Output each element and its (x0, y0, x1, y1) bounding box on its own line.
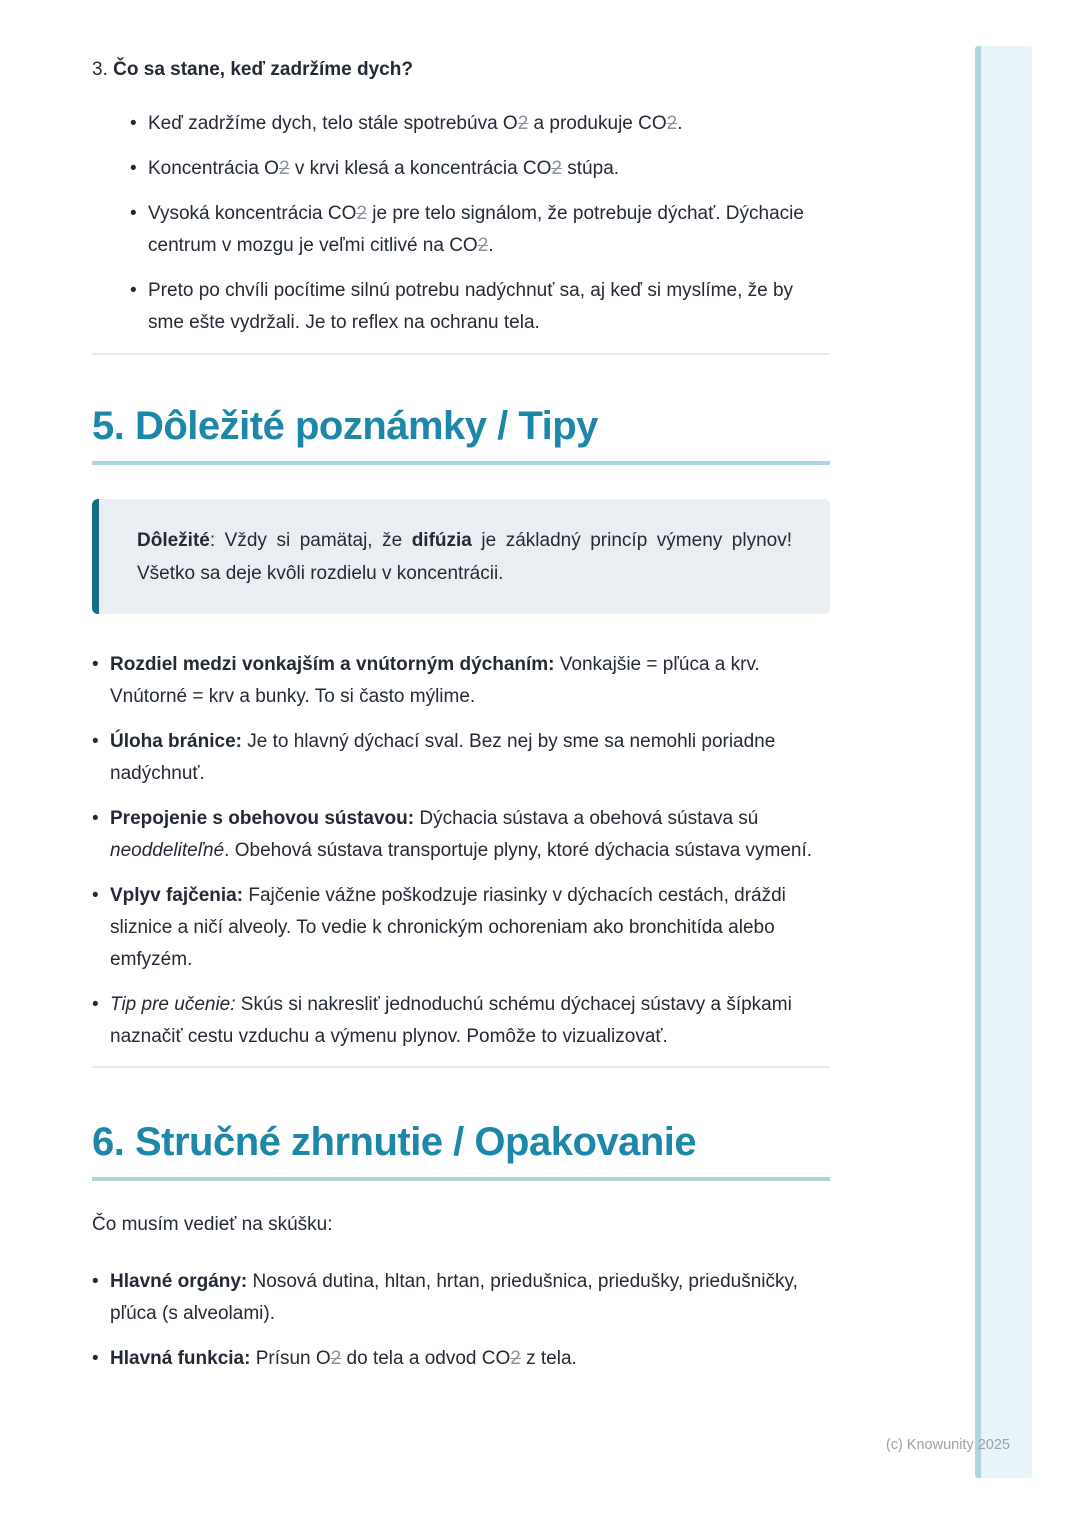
list-item (110, 803, 830, 867)
page-scroll-strip[interactable] (975, 46, 1032, 1478)
list-item (110, 649, 830, 713)
text-run: z tela. (520, 1348, 577, 1369)
text-run: Nosová dutina, hltan, hrtan, priedušnica, priedušky, priedušničky, pľúca (s alveolami). (110, 1271, 798, 1324)
subscript-2: 2 (551, 158, 562, 179)
text-run: Fajčenie vážne poškodzuje riasinky v dýchacích cestách, dráždi sliznice a ničí alveoly. To vedie k chronickým ochoreniam ako bronchitída alebo emfyzém. (110, 885, 786, 970)
text-run: Koncentrácia O (148, 158, 279, 179)
question-title: Čo sa stane, keď zadržíme dych? (113, 59, 413, 80)
copyright-footer: (c) Knowunity 2025 (885, 1437, 1010, 1453)
question-number: 3. (92, 59, 108, 80)
list-item (148, 198, 830, 262)
section-6-title: 6. Stručné zhrnutie / Opakovanie (92, 1119, 830, 1181)
text-run: v krvi klesá a koncentrácia CO (289, 158, 552, 179)
text-run: : Vždy si pamätaj, že (209, 530, 412, 551)
text-run: Tip pre učenie: (110, 994, 236, 1015)
section-5-title: 5. Dôležité poznámky / Tipy (92, 403, 830, 465)
text-run: Dýchacia sústava a obehová sústava sú (414, 808, 759, 829)
list-item (148, 153, 830, 185)
text-run: a produkuje CO (528, 113, 667, 134)
subscript-2: 2 (278, 158, 290, 179)
text-run: Vplyv fajčenia: (110, 885, 244, 906)
list-item (110, 989, 830, 1053)
list-item (110, 880, 830, 976)
text-run: Preto po chvíli pocítime silnú potrebu nadýchnuť sa, aj keď si myslíme, že by sme ešte vydržali. Je to reflex na ochranu tela. (148, 280, 794, 333)
text-run: . (677, 113, 683, 134)
text-run: Je to hlavný dýchací sval. Bez nej by sme sa nemohli poriadne nadýchnuť. (110, 731, 776, 784)
list-item (148, 108, 830, 140)
section-divider (92, 353, 830, 355)
subscript-2: 2 (510, 1348, 521, 1369)
subscript-2: 2 (517, 113, 529, 134)
text-run: je základný princíp výmeny plynov! Všetko sa deje kvôli rozdielu v koncentrácii. (137, 530, 792, 584)
text-run: Hlavná funkcia: (110, 1348, 251, 1369)
summary-bullet-list (92, 1266, 830, 1375)
text-run: Úloha bránice: (110, 731, 242, 752)
question-bullet-list (92, 108, 830, 339)
text-run: stúpa. (562, 158, 620, 179)
text-run: Prísun O (250, 1348, 331, 1369)
text-run: Rozdiel medzi vonkajším a vnútorným dýchaním: (110, 654, 555, 675)
text-run: . (488, 235, 494, 256)
list-item (148, 275, 830, 339)
subscript-2: 2 (666, 113, 678, 134)
callout-text (137, 530, 792, 584)
text-run: Vonkajšie = pľúca a krv. Vnútorné = krv a bunky. To si často mýlime. (110, 654, 760, 707)
text-run: Skús si nakresliť jednoduchú schému dýchacej sústavy a šípkami naznačiť cestu vzduchu a výmenu plynov. Pomôže to vizualizovať. (110, 994, 792, 1047)
subscript-2: 2 (356, 203, 367, 224)
subscript-2: 2 (330, 1348, 342, 1369)
important-callout (92, 499, 830, 614)
text-run: difúzia (411, 530, 472, 551)
text-run: Dôležité (137, 530, 210, 551)
list-item (110, 1343, 830, 1375)
subscript-2: 2 (477, 235, 489, 256)
list-item (110, 1266, 830, 1330)
text-run: Prepojenie s obehovou sústavou: (110, 808, 415, 829)
document-page (92, 0, 830, 1388)
text-run: Hlavné orgány: (110, 1271, 248, 1292)
notes-bullet-list (92, 649, 830, 1053)
summary-intro: Čo musím vedieť na skúšku: (92, 1214, 333, 1235)
question-heading (92, 57, 830, 83)
text-run: Vysoká koncentrácia CO (148, 203, 357, 224)
text-run: je pre telo signálom, že potrebuje dýchať. Dýchacie centrum v mozgu je veľmi citlivé na CO (148, 203, 804, 256)
text-run: do tela a odvod CO (341, 1348, 511, 1369)
text-run: . Obehová sústava transportuje plyny, ktoré dýchacia sústava vymení. (224, 840, 813, 861)
text-run: neoddeliteľné (110, 840, 225, 861)
list-item (110, 726, 830, 790)
section-divider (92, 1066, 830, 1068)
text-run: Keď zadržíme dych, telo stále spotrebúva O (148, 113, 518, 134)
